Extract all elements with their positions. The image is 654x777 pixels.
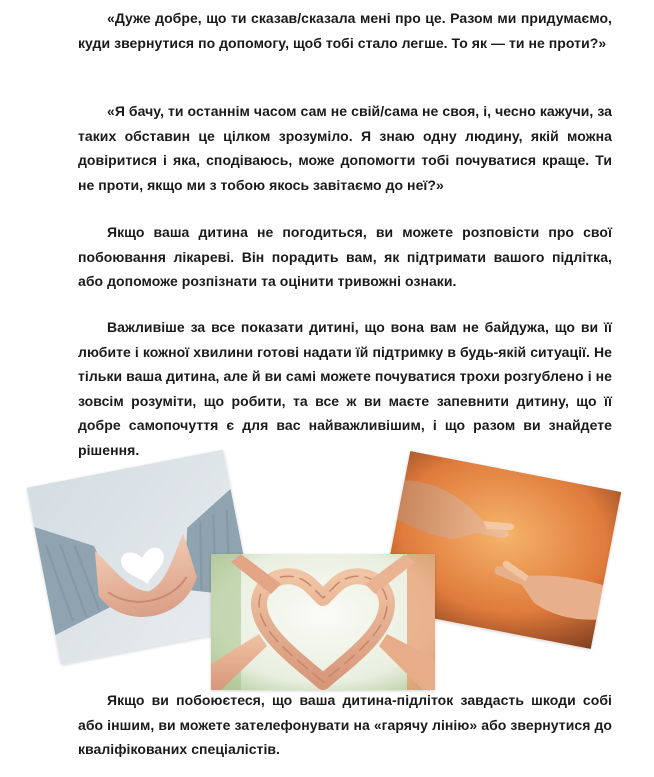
paragraph-doctor-advice: Якщо ваша дитина не погодиться, ви можете розповісти про свої побоювання лікареві. Він порадить вам, як підтримати вашого підлітка, або допоможе розпізнати та оцінити тривожні ознаки. — [78, 224, 612, 290]
paragraph-show-care: Важливіше за все показати дитині, що вона вам не байдужа, що ви її любите і кожної хвилини готові надати їй підтримку в будь-якій ситуації. Не тільки ваша дитина, але й ви самі можете почуватися трохи розгублено і не зовсім розуміти, що робити, та все ж ви маєте запевнити дитину, що її добре самопочуття є для вас найважливішим, і що разом ви знайдете рішення. — [78, 319, 612, 458]
paragraph-quote-1: «Дуже добре, що ти сказав/сказала мені про це. Разом ми придумаємо, куди звернутися по допомогу, щоб тобі стало легше. То як — ти не проти?» — [78, 10, 612, 51]
hands-forming-heart-photo — [211, 554, 435, 690]
paragraph-quote-2: «Я бачу, ти останнім часом сам не свій/сама не своя, і, чесно кажучи, за таких обставин це цілком зрозуміло. Я знаю одну людину, якій можна довіритися і яка, сподіваюсь, може допомогти тобі почуватися краще. Ти не проти, якщо ми з тобою якось завітаємо до неї?» — [78, 103, 612, 193]
paragraph-hotline: Якщо ви побоюєтеся, що ваша дитина-підліток завдасть шкоди собі або іншим, ви можете зателефонувати на «гарячу лінію» або звернутися до кваліфікованих спеціалістів. — [78, 692, 612, 758]
